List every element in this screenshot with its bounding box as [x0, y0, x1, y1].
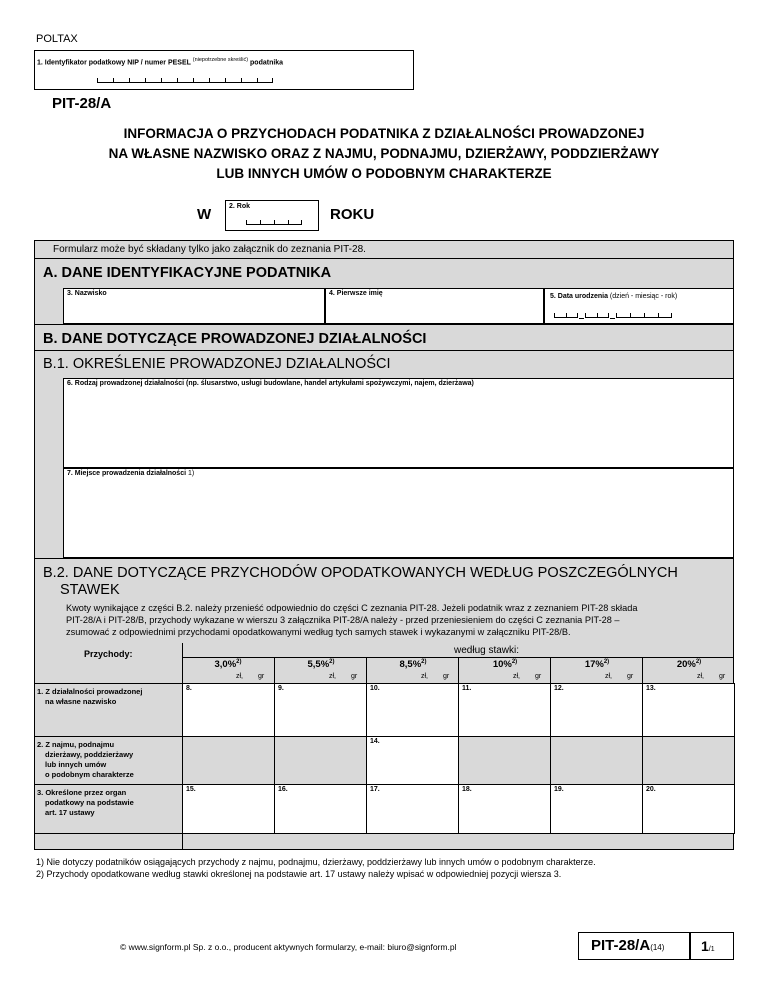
section-b2-title-line-1: B.2. DANE DOTYCZĄCE PRZYCHODÓW OPODATKOWANYCH WEDŁUG POSZCZEGÓLNYCH: [43, 565, 678, 581]
income-cell-r1-c3[interactable]: 10.: [366, 683, 459, 737]
page-total: /1: [708, 946, 715, 953]
rate-header-2: 5,5%$^{2)}$ zł, gr: [274, 657, 367, 683]
page-number-box: [690, 932, 734, 960]
income-cell-r2-c3[interactable]: 14.: [366, 736, 459, 785]
activity-place-label: 7. Miejsce prowadzenia działalności: [67, 470, 187, 477]
income-cell-r1-c2[interactable]: 9.: [274, 683, 367, 737]
form-title-line-3: LUB INNYCH UMÓW O PODOBNYM CHARAKTERZE: [216, 166, 552, 181]
income-cell-r1-c5[interactable]: 12.: [550, 683, 643, 737]
birth-date-field[interactable]: [544, 288, 734, 324]
b2-desc-line-1: Kwoty wynikające z części B.2. należy przenieść odpowiednio do części C zeznania PIT-28. Jeżeli podatnik wraz z zeznaniem PIT-28 składa: [66, 603, 638, 613]
wedlug-stawki-label: według stawki:: [454, 645, 520, 656]
income-cell-r2-c5[interactable]: [550, 736, 643, 785]
rate-value: 5,5%: [307, 659, 330, 671]
b2-desc-line-3: zsumować z odpowiednimi przychodami opodatkowanymi według tych samych stawek i wykazanymi w załączniku PIT-28/B.: [66, 627, 571, 637]
footnote-2: 2) Przychody opodatkowane według stawki określonej na podstawie art. 17 ustawy należy wpisać w odpowiedniej pozycji wiersza 3.: [36, 869, 562, 879]
form-title-line-2: NA WŁASNE NAZWISKO ORAZ Z NAJMU, PODNAJMU, DZIERŻAWY, PODDZIERŻAWY: [108, 146, 660, 161]
income-cell-r1-c1[interactable]: 8.: [182, 683, 275, 737]
income-cell-r3-c5[interactable]: 19.: [550, 784, 643, 834]
nip-pesel-box: [34, 50, 414, 90]
birth-date-label: 5. Data urodzenia: [550, 293, 608, 300]
rate-value: 8,5%: [399, 659, 422, 671]
rate-header-3: 8,5%$^{2)}$ zł, gr: [366, 657, 459, 683]
year-label: 2. Rok: [229, 203, 251, 210]
surname-label: 3. Nazwisko: [67, 290, 107, 297]
attachment-note: Formularz może być składany tylko jako załącznik do zeznania PIT-28.: [53, 244, 366, 255]
activity-type-label: 6. Rodzaj prowadzonej działalności (np. ślusarstwo, usługi budowlane, handel artykułami spożywczymi, najem, dzierżawa): [67, 380, 474, 387]
birth-date-hint: (dzień - miesiąc - rok): [609, 293, 678, 300]
rate-header-1: 3,0%$^{2)}$ zł, gr: [214, 659, 265, 680]
section-b1-title: B.1. OKREŚLENIE PROWADZONEJ DZIAŁALNOŚCI: [43, 356, 391, 372]
section-a-title: A. DANE IDENTYFIKACYJNE PODATNIKA: [43, 265, 332, 281]
rate-header-4: 10%$^{2)}$ zł, gr: [458, 657, 551, 683]
row-3-label: 3. Określone przez organ podatkowy na podstawie art. 17 ustawy: [37, 788, 134, 817]
row-2-label: 2. Z najmu, podnajmu dzierżawy, poddzierżawy lub innych umów o podobnym charakterze: [37, 740, 134, 779]
rate-value: 17%: [584, 659, 604, 671]
footer-version: (14): [650, 943, 665, 952]
income-cell-r3-c2[interactable]: 16.: [274, 784, 367, 834]
income-cell-r2-c1[interactable]: [182, 736, 275, 785]
income-cell-r1-c4[interactable]: 11.: [458, 683, 551, 737]
income-cell-r3-c1[interactable]: 15.: [182, 784, 275, 834]
nip-pesel-input[interactable]: [97, 78, 273, 84]
rate-value: 20%: [676, 659, 696, 671]
section-b2-title: [43, 565, 678, 599]
section-b-title: B. DANE DOTYCZĄCE PROWADZONEJ DZIAŁALNOŚCI: [43, 331, 427, 347]
income-table: [34, 643, 734, 850]
footnote-1: 1) Nie dotyczy podatników osiągających przychody z najmu, podnajmu, dzierżawy, poddzierżawy lub innych umów o podobnym charakterze.: [36, 857, 596, 867]
rate-value: 3,0%: [214, 659, 237, 671]
year-box: [225, 200, 319, 231]
footnotes: [36, 856, 596, 880]
first-name-label: 4. Pierwsze imię: [329, 290, 383, 297]
roku-label: ROKU: [330, 206, 375, 223]
w-label: W: [197, 206, 212, 223]
form-title: [0, 124, 768, 184]
income-cell-r1-c6[interactable]: 13.: [642, 683, 735, 737]
activity-place-note: 1): [188, 470, 195, 477]
year-input[interactable]: [246, 220, 302, 226]
income-cell-r2-c2[interactable]: [274, 736, 367, 785]
footer-code-box: [578, 932, 690, 960]
first-name-field[interactable]: [325, 288, 544, 324]
footer-code: PIT-28/A: [591, 937, 651, 954]
brand: POLTAX: [36, 33, 78, 45]
income-cell-r2-c4[interactable]: [458, 736, 551, 785]
activity-type-field[interactable]: [63, 378, 734, 468]
surname-field[interactable]: [63, 288, 325, 324]
przychody-label: Przychody:: [84, 649, 133, 659]
rate-header-5: 17%$^{2)}$ zł, gr: [550, 657, 643, 683]
income-cell-r3-c6[interactable]: 20.: [642, 784, 735, 834]
rate-header-6: 20%$^{2)}$ zł, gr: [642, 657, 735, 683]
income-cell-r2-c6[interactable]: [642, 736, 735, 785]
nip-pesel-label: 1. Identyfikator podatkowy NIP / numer PESEL: [37, 59, 191, 67]
form-code: PIT-28/A: [52, 95, 112, 112]
nip-pesel-suffix: podatnika: [250, 59, 284, 67]
b2-desc-line-2: PIT-28/A i PIT-28/B, przychody wykazane w wierszu 3 załącznika PIT-28/A należy - przed przeniesieniem do części C zeznania PIT-28 –: [66, 615, 620, 625]
income-cell-r3-c4[interactable]: 18.: [458, 784, 551, 834]
section-b2-description: [66, 602, 726, 638]
page-number: 1: [701, 938, 709, 954]
income-cell-r3-c3[interactable]: 17.: [366, 784, 459, 834]
rate-value: 10%: [492, 659, 512, 671]
copyright: © www.signform.pl Sp. z o.o., producent aktywnych formularzy, e-mail: biuro@signform.pl: [120, 942, 457, 952]
activity-place-field[interactable]: [63, 468, 734, 558]
section-b2-title-line-2: STAWEK: [60, 582, 120, 598]
form-title-line-1: INFORMACJA O PRZYCHODACH PODATNIKA Z DZIAŁALNOŚCI PROWADZONEJ: [123, 126, 645, 141]
row-1-label: 1. Z działalności prowadzonej na własne nazwisko: [37, 687, 143, 706]
nip-pesel-sup: (niepotrzebne skreślić): [192, 57, 249, 63]
